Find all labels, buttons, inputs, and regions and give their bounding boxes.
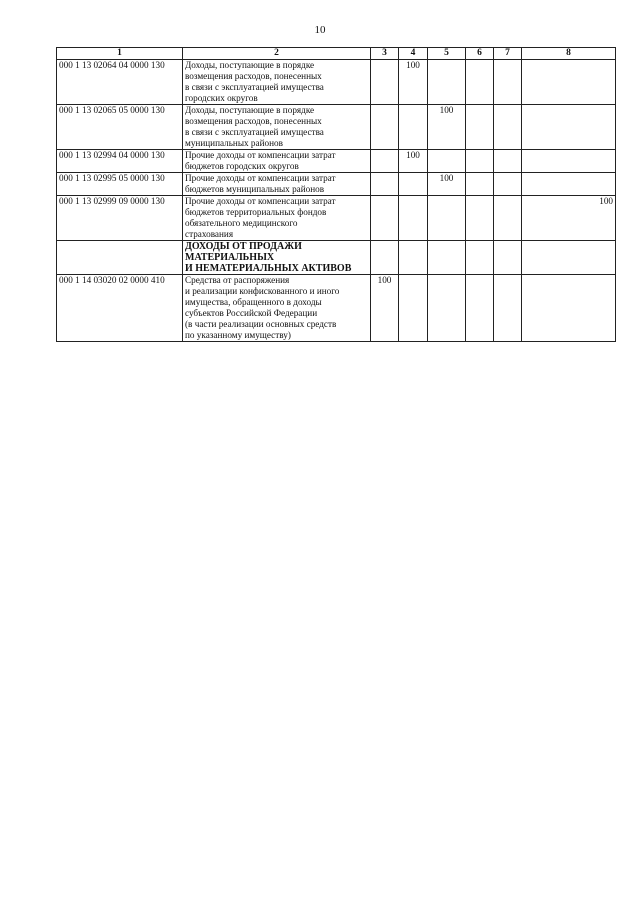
budget-code: 000 1 13 02994 04 0000 130 — [57, 150, 183, 173]
share-col-4: 100 — [399, 60, 428, 105]
share-col-5 — [428, 150, 466, 173]
budget-code — [57, 241, 183, 275]
share-col-4 — [399, 173, 428, 196]
budget-code: 000 1 13 02064 04 0000 130 — [57, 60, 183, 105]
budget-code: 000 1 13 02999 09 0000 130 — [57, 196, 183, 241]
income-name-line: возмещения расходов, понесенных — [185, 71, 322, 81]
column-header: 5 — [428, 48, 466, 60]
table-row — [57, 196, 616, 241]
section-heading-line: МАТЕРИАЛЬНЫХ — [185, 252, 275, 263]
share-col-4 — [399, 275, 428, 342]
share-col-8 — [522, 241, 616, 275]
share-col-5: 100 — [428, 105, 466, 150]
column-header: 8 — [522, 48, 616, 60]
share-col-6 — [466, 241, 494, 275]
income-name — [183, 60, 371, 105]
income-name-line: Прочие доходы от компенсации затрат — [185, 196, 336, 206]
income-name-line: и реализации конфискованного и иного — [185, 286, 340, 296]
income-name — [183, 173, 371, 196]
share-col-6 — [466, 60, 494, 105]
table-row — [57, 173, 616, 196]
income-name-line: возмещения расходов, понесенных — [185, 116, 322, 126]
share-col-8 — [522, 105, 616, 150]
income-name-line: страхования — [185, 229, 234, 239]
share-col-4 — [399, 105, 428, 150]
section-heading-line: ДОХОДЫ ОТ ПРОДАЖИ — [185, 241, 302, 252]
income-name-line: по указанному имуществу) — [185, 330, 291, 340]
share-col-7 — [494, 196, 522, 241]
share-col-7 — [494, 173, 522, 196]
table-row — [57, 105, 616, 150]
share-col-5 — [428, 241, 466, 275]
share-col-6 — [466, 105, 494, 150]
income-name-line: в связи с эксплуатацией имущества — [185, 127, 324, 137]
income-name-line: бюджетов городских округов — [185, 161, 299, 171]
share-col-7 — [494, 150, 522, 173]
share-col-8 — [522, 150, 616, 173]
share-col-7 — [494, 60, 522, 105]
income-name-line: Средства от распоряжения — [185, 275, 290, 285]
column-header: 1 — [57, 48, 183, 60]
section-heading-line: И НЕМАТЕРИАЛЬНЫХ АКТИВОВ — [185, 263, 352, 274]
income-name-line: бюджетов территориальных фондов — [185, 207, 327, 217]
income-name-line: имущества, обращенного в доходы — [185, 297, 322, 307]
table-row — [57, 60, 616, 105]
table-row — [57, 150, 616, 173]
share-col-4 — [399, 241, 428, 275]
income-name — [183, 150, 371, 173]
income-name-line: Доходы, поступающие в порядке — [185, 60, 315, 70]
income-name-line: бюджетов муниципальных районов — [185, 184, 325, 194]
column-header: 7 — [494, 48, 522, 60]
header-row — [57, 48, 616, 60]
section-heading — [183, 241, 371, 275]
income-name-line: муниципальных районов — [185, 138, 283, 148]
share-col-3: 100 — [371, 275, 399, 342]
income-name-line: Прочие доходы от компенсации затрат — [185, 150, 336, 160]
share-col-8 — [522, 275, 616, 342]
share-col-3 — [371, 150, 399, 173]
share-col-7 — [494, 275, 522, 342]
budget-code: 000 1 13 02995 05 0000 130 — [57, 173, 183, 196]
share-col-5: 100 — [428, 173, 466, 196]
share-col-6 — [466, 150, 494, 173]
section-row — [57, 241, 616, 275]
income-name — [183, 196, 371, 241]
income-name-line: Доходы, поступающие в порядке — [185, 105, 315, 115]
column-header: 2 — [183, 48, 371, 60]
share-col-3 — [371, 60, 399, 105]
table-row — [57, 275, 616, 342]
column-header: 3 — [371, 48, 399, 60]
income-name-line: (в части реализации основных средств — [185, 319, 337, 329]
share-col-5 — [428, 196, 466, 241]
share-col-8: 100 — [522, 196, 616, 241]
page-number: 10 — [314, 24, 326, 36]
share-col-4 — [399, 196, 428, 241]
share-col-3 — [371, 173, 399, 196]
share-col-3 — [371, 105, 399, 150]
column-header: 4 — [399, 48, 428, 60]
share-col-3 — [371, 241, 399, 275]
income-name-line: городских округов — [185, 93, 258, 103]
share-col-5 — [428, 60, 466, 105]
budget-classification-table — [56, 47, 616, 342]
share-col-7 — [494, 105, 522, 150]
share-col-8 — [522, 173, 616, 196]
income-name-line: Прочие доходы от компенсации затрат — [185, 173, 336, 183]
income-name — [183, 105, 371, 150]
share-col-3 — [371, 196, 399, 241]
share-col-5 — [428, 275, 466, 342]
share-col-7 — [494, 241, 522, 275]
budget-code: 000 1 13 02065 05 0000 130 — [57, 105, 183, 150]
column-header: 6 — [466, 48, 494, 60]
income-name-line: обязательного медицинского — [185, 218, 298, 228]
budget-code: 000 1 14 03020 02 0000 410 — [57, 275, 183, 342]
share-col-4: 100 — [399, 150, 428, 173]
share-col-6 — [466, 173, 494, 196]
income-name-line: в связи с эксплуатацией имущества — [185, 82, 324, 92]
income-name — [183, 275, 371, 342]
income-name-line: субъектов Российской Федерации — [185, 308, 318, 318]
share-col-6 — [466, 275, 494, 342]
share-col-8 — [522, 60, 616, 105]
share-col-6 — [466, 196, 494, 241]
